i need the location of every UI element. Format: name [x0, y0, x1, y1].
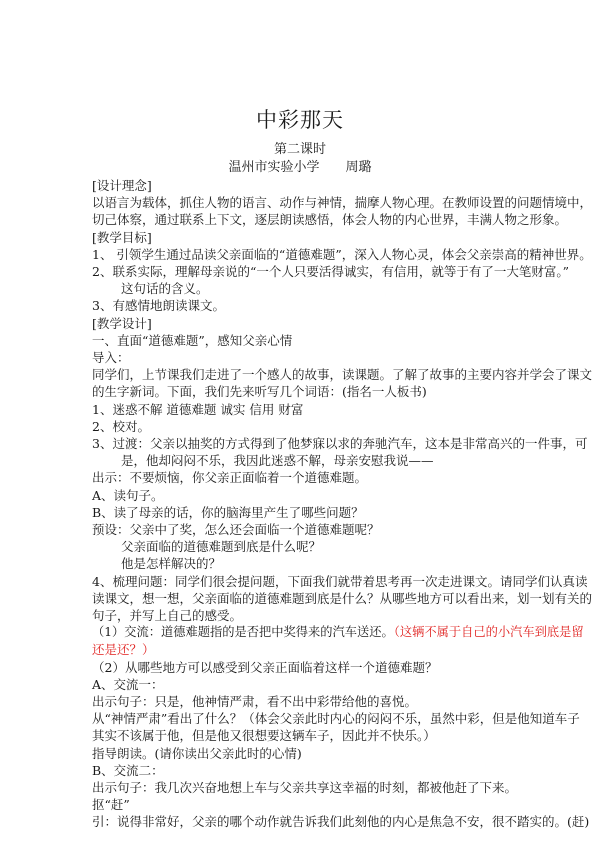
document-title: 中彩那天 — [256, 108, 344, 132]
paragraph-line: 其实不该属于他，但是他又很想要这辆车子，因此并不快乐。） — [92, 728, 436, 744]
paragraph-line: 的生字新词。下面，我们先来听写几个词语：(指名一人板书) — [92, 384, 427, 400]
section-heading: [教学设计] — [92, 315, 152, 331]
paragraph-line: B、交流二： — [92, 762, 164, 778]
paragraph-line: 以语言为载体，抓住人物的语言、动作与神情，揣摩人物心理。在教师设置的问题情境中， — [92, 195, 593, 211]
paragraph-line: 同学们，上节课我们走进了一个感人的故事，读课题。了解了故事的主要内容并学会了课文 — [92, 367, 593, 383]
paragraph-line: （2）从哪些地方可以感受到父亲正面临着这样一个道德难题？ — [92, 659, 438, 675]
paragraph-line: 2、校对。 — [92, 418, 150, 434]
paragraph-line: 读课文，想一想，父亲面临的道德难题到底是什么？从哪些地方可以看出来，划一划有关的 — [92, 590, 593, 606]
paragraph-line: 句子，并写上自己的感受。 — [92, 608, 243, 623]
highlighted-note: 还是还？） — [92, 642, 155, 658]
paragraph-line: 引：说得非常好，父亲的哪个动作就告诉我们此刻他的内心是焦急不安，很不踏实的。(赶) — [92, 814, 590, 830]
exchange-text: （1）交流：道德难题指的是否把中奖得来的汽车送还。 — [92, 625, 394, 640]
paragraph-line: 父亲面临的道德难题到底是什么呢？ — [121, 539, 322, 555]
paragraph-line: 出示：不要烦恼，你父亲正面临着一个道德难题。 — [92, 470, 368, 486]
goal-item: 1、 引领学生通过品读父亲面临的“道德难题”，深入人物心灵，体会父亲崇高的精神世界。 — [92, 246, 592, 262]
author-line: 温州市实验小学 周璐 — [228, 160, 372, 175]
paragraph-line: 一、直面“道德难题”，感知父亲心情 — [92, 332, 293, 348]
paragraph-line: A、读句子。 — [92, 487, 164, 503]
paragraph-line: 抠“赶” — [92, 797, 130, 813]
lesson-period: 第二课时 — [273, 142, 326, 157]
paragraph-line: 是，他却闷闷不乐，我因此迷惑不解，母亲安慰我说—— — [121, 453, 434, 469]
goal-item: 3、有感情地朗读课文。 — [92, 298, 225, 314]
paragraph-line: A、交流一： — [92, 676, 164, 692]
paragraph-line: 3、过渡：父亲以抽奖的方式得到了他梦寐以求的奔驰汽车，这本是非常高兴的一件事，可 — [92, 436, 588, 451]
paragraph-line: 导入： — [92, 350, 130, 365]
paragraph-line: 指导朗读。(请你读出父亲此时的心情) — [92, 745, 302, 761]
paragraph-line: 出示句子：只是，他神情严肃，看不出中彩带给他的喜悦。 — [92, 694, 418, 709]
goal-item: 2、联系实际，理解母亲说的“一个人只要活得诚实，有信用，就等于有了一大笔财富。” — [92, 264, 569, 279]
paragraph-line: 他是怎样解决的？ — [121, 556, 222, 572]
section-heading: [设计理念] — [92, 178, 152, 193]
goal-item: 这句话的含义。 — [121, 281, 209, 297]
paragraph-line: 4、梳理问题：同学们很会提问题，下面我们就带着思考再一次走进课文。请同学们认真读 — [92, 573, 588, 589]
paragraph-line: 从“神情严肃”看出了什么？（体会父亲此时内心的闷闷不乐，虽然中彩，但是他知道车子 — [92, 711, 580, 727]
section-heading: [教学目标] — [92, 229, 152, 245]
paragraph-line: 出示句子：我几次兴奋地想上车与父亲共享这幸福的时刻，都被他赶了下来。 — [92, 780, 518, 795]
paragraph-line: 预设：父亲中了奖，怎么还会面临一个道德难题呢？ — [92, 522, 380, 537]
highlighted-note: （这辆不属于自己的小汽车到底是留 — [393, 625, 584, 640]
paragraph-line: 切己体察，通过联系上下文，逐层朗读感悟，体会人物的内心世界，丰满人物之形象。 — [92, 212, 568, 228]
paragraph-line: B、读了母亲的话，你的脑海里产生了哪些问题？ — [92, 504, 364, 520]
paragraph-line: 1、迷惑不解 道德难题 诚实 信用 财富 — [92, 401, 304, 417]
paragraph-line — [92, 624, 584, 641]
